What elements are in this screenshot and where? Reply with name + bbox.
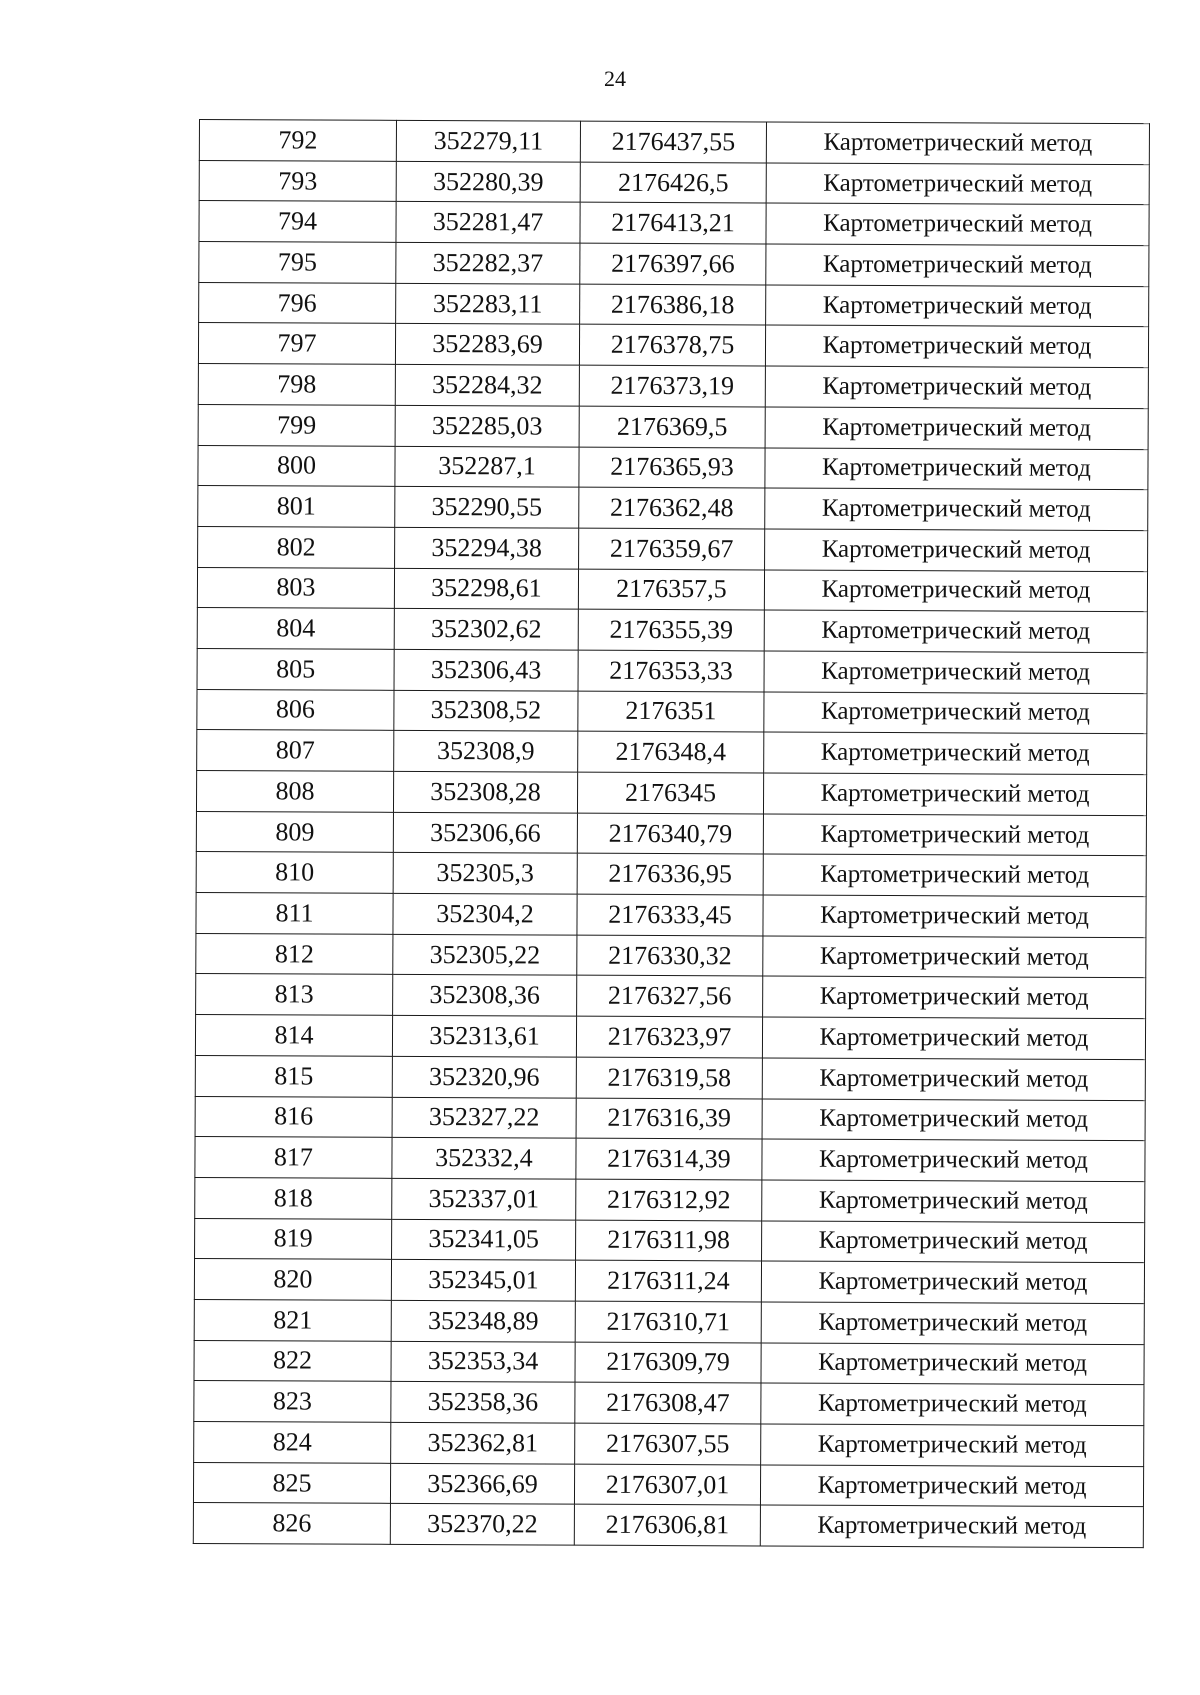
method-cell: Картометрический метод bbox=[766, 163, 1149, 205]
method-cell: Картометрический метод bbox=[762, 1139, 1145, 1181]
x-coordinate-cell: 352284,32 bbox=[395, 364, 579, 405]
x-coordinate-cell: 352298,61 bbox=[394, 568, 578, 609]
method-cell: Картометрический метод bbox=[763, 854, 1146, 896]
page-number: 24 bbox=[604, 66, 626, 91]
y-coordinate-cell: 2176426,5 bbox=[580, 162, 766, 203]
y-coordinate-cell: 2176311,98 bbox=[576, 1220, 762, 1261]
point-number-cell: 809 bbox=[196, 811, 393, 853]
x-coordinate-cell: 352283,11 bbox=[396, 283, 580, 324]
point-number-cell: 803 bbox=[197, 567, 394, 609]
table-row bbox=[196, 770, 1146, 815]
point-number-cell: 793 bbox=[199, 160, 396, 202]
y-coordinate-cell: 2176336,95 bbox=[577, 854, 763, 895]
y-coordinate-cell: 2176311,24 bbox=[575, 1260, 761, 1301]
x-coordinate-cell: 352283,69 bbox=[395, 324, 579, 365]
x-coordinate-cell: 352287,1 bbox=[395, 446, 579, 487]
table-row bbox=[194, 1299, 1144, 1344]
point-number-cell: 817 bbox=[195, 1137, 392, 1179]
table-row bbox=[195, 1137, 1145, 1182]
point-number-cell: 815 bbox=[195, 1055, 392, 1097]
table-row bbox=[197, 567, 1147, 612]
y-coordinate-cell: 2176355,39 bbox=[578, 609, 764, 650]
table-row bbox=[198, 364, 1148, 409]
table-row bbox=[193, 1462, 1143, 1507]
method-cell: Картометрический метод bbox=[766, 203, 1149, 245]
method-cell: Картометрический метод bbox=[762, 1017, 1145, 1059]
coordinates-table-body bbox=[193, 120, 1149, 1548]
y-coordinate-cell: 2176340,79 bbox=[577, 813, 763, 854]
point-number-cell: 805 bbox=[197, 648, 394, 690]
point-number-cell: 812 bbox=[196, 933, 393, 975]
table-row bbox=[195, 1055, 1145, 1100]
method-cell: Картометрический метод bbox=[765, 488, 1148, 530]
point-number-cell: 792 bbox=[199, 120, 396, 162]
x-coordinate-cell: 352308,28 bbox=[393, 771, 577, 812]
x-coordinate-cell: 352362,81 bbox=[391, 1422, 575, 1463]
y-coordinate-cell: 2176359,67 bbox=[579, 528, 765, 569]
x-coordinate-cell: 352290,55 bbox=[395, 487, 579, 528]
method-cell: Картометрический метод bbox=[761, 1302, 1144, 1344]
table-row bbox=[195, 1177, 1145, 1222]
point-number-cell: 816 bbox=[195, 1096, 392, 1138]
method-cell: Картометрический метод bbox=[764, 732, 1147, 774]
table-row bbox=[195, 1096, 1145, 1141]
point-number-cell: 804 bbox=[197, 608, 394, 650]
method-cell: Картометрический метод bbox=[761, 1261, 1144, 1303]
method-cell: Картометрический метод bbox=[762, 1221, 1145, 1263]
point-number-cell: 807 bbox=[197, 730, 394, 772]
y-coordinate-cell: 2176357,5 bbox=[578, 569, 764, 610]
method-cell: Картометрический метод bbox=[763, 936, 1146, 978]
method-cell: Картометрический метод bbox=[760, 1505, 1143, 1547]
table-row bbox=[199, 120, 1149, 165]
x-coordinate-cell: 352327,22 bbox=[392, 1097, 576, 1138]
table-row bbox=[194, 1381, 1144, 1426]
table-row bbox=[197, 689, 1147, 734]
method-cell: Картометрический метод bbox=[765, 407, 1148, 449]
table-row bbox=[193, 1503, 1143, 1548]
point-number-cell: 824 bbox=[194, 1421, 391, 1463]
x-coordinate-cell: 352358,36 bbox=[391, 1382, 575, 1423]
y-coordinate-cell: 2176386,18 bbox=[580, 284, 766, 325]
table-row bbox=[194, 1340, 1144, 1385]
method-cell: Картометрический метод bbox=[764, 692, 1147, 734]
y-coordinate-cell: 2176362,48 bbox=[579, 487, 765, 528]
y-coordinate-cell: 2176310,71 bbox=[575, 1301, 761, 1342]
point-number-cell: 825 bbox=[193, 1462, 390, 1504]
method-cell: Картометрический метод bbox=[763, 895, 1146, 937]
x-coordinate-cell: 352305,3 bbox=[393, 853, 577, 894]
y-coordinate-cell: 2176373,19 bbox=[579, 365, 765, 406]
method-cell: Картометрический метод bbox=[761, 1383, 1144, 1425]
x-coordinate-cell: 352282,37 bbox=[396, 242, 580, 283]
point-number-cell: 795 bbox=[199, 242, 396, 284]
y-coordinate-cell: 2176307,55 bbox=[575, 1423, 761, 1464]
point-number-cell: 823 bbox=[194, 1381, 391, 1423]
y-coordinate-cell: 2176351 bbox=[578, 691, 764, 732]
x-coordinate-cell: 352345,01 bbox=[391, 1260, 575, 1301]
table-row bbox=[196, 933, 1146, 978]
point-number-cell: 800 bbox=[198, 445, 395, 487]
y-coordinate-cell: 2176314,39 bbox=[576, 1138, 762, 1179]
y-coordinate-cell: 2176333,45 bbox=[577, 894, 763, 935]
table-row bbox=[198, 526, 1148, 571]
table-row bbox=[197, 730, 1147, 775]
y-coordinate-cell: 2176437,55 bbox=[580, 121, 766, 162]
y-coordinate-cell: 2176365,93 bbox=[579, 447, 765, 488]
x-coordinate-cell: 352332,4 bbox=[392, 1138, 576, 1179]
x-coordinate-cell: 352294,38 bbox=[395, 527, 579, 568]
x-coordinate-cell: 352353,34 bbox=[391, 1341, 575, 1382]
x-coordinate-cell: 352279,11 bbox=[396, 120, 580, 161]
table-row bbox=[199, 242, 1149, 287]
x-coordinate-cell: 352366,69 bbox=[390, 1463, 574, 1504]
method-cell: Картометрический метод bbox=[760, 1465, 1143, 1507]
x-coordinate-cell: 352337,01 bbox=[392, 1178, 576, 1219]
x-coordinate-cell: 352306,66 bbox=[393, 812, 577, 853]
x-coordinate-cell: 352285,03 bbox=[395, 405, 579, 446]
method-cell: Картометрический метод bbox=[764, 610, 1147, 652]
table-row bbox=[199, 282, 1149, 327]
table-row bbox=[199, 160, 1149, 205]
method-cell: Картометрический метод bbox=[766, 285, 1149, 327]
table-row bbox=[196, 893, 1146, 938]
method-cell: Картометрический метод bbox=[762, 1058, 1145, 1100]
method-cell: Картометрический метод bbox=[763, 773, 1146, 815]
table-row bbox=[196, 811, 1146, 856]
table-row bbox=[195, 1218, 1145, 1263]
y-coordinate-cell: 2176413,21 bbox=[580, 203, 766, 244]
y-coordinate-cell: 2176378,75 bbox=[579, 325, 765, 366]
table-row bbox=[197, 648, 1147, 693]
point-number-cell: 811 bbox=[196, 893, 393, 935]
method-cell: Картометрический метод bbox=[765, 447, 1148, 489]
x-coordinate-cell: 352306,43 bbox=[394, 649, 578, 690]
x-coordinate-cell: 352370,22 bbox=[390, 1504, 574, 1545]
table-row bbox=[196, 852, 1146, 897]
x-coordinate-cell: 352304,2 bbox=[393, 893, 577, 934]
point-number-cell: 818 bbox=[195, 1177, 392, 1219]
point-number-cell: 822 bbox=[194, 1340, 391, 1382]
table-row bbox=[194, 1421, 1144, 1466]
y-coordinate-cell: 2176323,97 bbox=[576, 1016, 762, 1057]
table-row bbox=[198, 404, 1148, 449]
y-coordinate-cell: 2176319,58 bbox=[576, 1057, 762, 1098]
y-coordinate-cell: 2176306,81 bbox=[574, 1505, 760, 1546]
y-coordinate-cell: 2176308,47 bbox=[575, 1382, 761, 1423]
point-number-cell: 821 bbox=[194, 1299, 391, 1341]
x-coordinate-cell: 352348,89 bbox=[391, 1300, 575, 1341]
x-coordinate-cell: 352280,39 bbox=[396, 161, 580, 202]
point-number-cell: 798 bbox=[198, 364, 395, 406]
y-coordinate-cell: 2176312,92 bbox=[576, 1179, 762, 1220]
y-coordinate-cell: 2176307,01 bbox=[574, 1464, 760, 1505]
x-coordinate-cell: 352281,47 bbox=[396, 202, 580, 243]
x-coordinate-cell: 352308,52 bbox=[394, 690, 578, 731]
method-cell: Картометрический метод bbox=[766, 244, 1149, 286]
point-number-cell: 810 bbox=[196, 852, 393, 894]
method-cell: Картометрический метод bbox=[762, 1098, 1145, 1140]
y-coordinate-cell: 2176397,66 bbox=[580, 243, 766, 284]
point-number-cell: 819 bbox=[195, 1218, 392, 1260]
method-cell: Картометрический метод bbox=[764, 570, 1147, 612]
y-coordinate-cell: 2176369,5 bbox=[579, 406, 765, 447]
point-number-cell: 808 bbox=[196, 770, 393, 812]
point-number-cell: 814 bbox=[195, 1015, 392, 1057]
method-cell: Картометрический метод bbox=[763, 976, 1146, 1018]
x-coordinate-cell: 352302,62 bbox=[394, 609, 578, 650]
method-cell: Картометрический метод bbox=[766, 122, 1149, 164]
table-row bbox=[197, 608, 1147, 653]
x-coordinate-cell: 352305,22 bbox=[393, 934, 577, 975]
x-coordinate-cell: 352320,96 bbox=[392, 1056, 576, 1097]
y-coordinate-cell: 2176316,39 bbox=[576, 1098, 762, 1139]
method-cell: Картометрический метод bbox=[763, 814, 1146, 856]
y-coordinate-cell: 2176330,32 bbox=[577, 935, 763, 976]
table-row bbox=[195, 1015, 1145, 1060]
point-number-cell: 806 bbox=[197, 689, 394, 731]
x-coordinate-cell: 352341,05 bbox=[392, 1219, 576, 1260]
point-number-cell: 820 bbox=[194, 1259, 391, 1301]
y-coordinate-cell: 2176353,33 bbox=[578, 650, 764, 691]
table-row bbox=[199, 201, 1149, 246]
x-coordinate-cell: 352308,36 bbox=[393, 975, 577, 1016]
method-cell: Картометрический метод bbox=[764, 651, 1147, 693]
table-row bbox=[198, 445, 1148, 490]
table-row bbox=[194, 1259, 1144, 1304]
x-coordinate-cell: 352313,61 bbox=[392, 1015, 576, 1056]
y-coordinate-cell: 2176327,56 bbox=[577, 976, 763, 1017]
coordinates-table bbox=[193, 119, 1150, 1548]
method-cell: Картометрический метод bbox=[765, 529, 1148, 571]
point-number-cell: 802 bbox=[198, 526, 395, 568]
method-cell: Картометрический метод bbox=[761, 1343, 1144, 1385]
table-row bbox=[198, 323, 1148, 368]
point-number-cell: 797 bbox=[198, 323, 395, 365]
point-number-cell: 796 bbox=[199, 282, 396, 324]
method-cell: Картометрический метод bbox=[765, 325, 1148, 367]
y-coordinate-cell: 2176348,4 bbox=[578, 731, 764, 772]
point-number-cell: 826 bbox=[193, 1503, 390, 1545]
y-coordinate-cell: 2176345 bbox=[577, 772, 763, 813]
x-coordinate-cell: 352308,9 bbox=[394, 731, 578, 772]
table-row bbox=[196, 974, 1146, 1019]
point-number-cell: 801 bbox=[198, 486, 395, 528]
method-cell: Картометрический метод bbox=[762, 1180, 1145, 1222]
point-number-cell: 813 bbox=[196, 974, 393, 1016]
method-cell: Картометрический метод bbox=[761, 1424, 1144, 1466]
y-coordinate-cell: 2176309,79 bbox=[575, 1342, 761, 1383]
table-row bbox=[198, 486, 1148, 531]
point-number-cell: 794 bbox=[199, 201, 396, 243]
method-cell: Картометрический метод bbox=[765, 366, 1148, 408]
point-number-cell: 799 bbox=[198, 404, 395, 446]
